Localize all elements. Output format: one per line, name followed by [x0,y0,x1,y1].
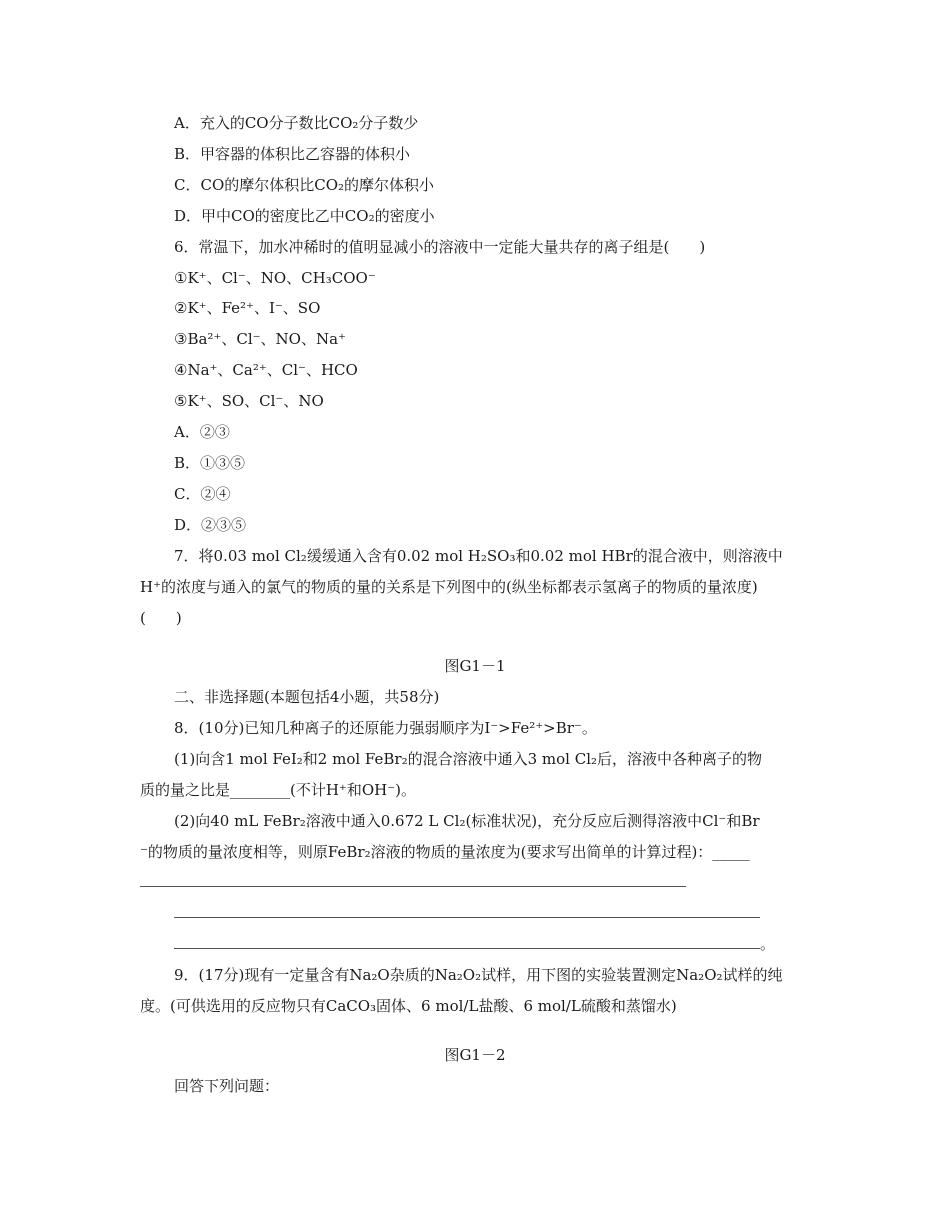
q6-stem: 6．常温下，加水冲稀时的值明显减小的溶液中一定能大量共存的离子组是( ) [174,238,706,256]
q8-part2-line-1: (2)向40 mL FeBr₂溶液中通入0.672 L Cl₂(标准状况)，充分反应后测得溶液中Cl⁻和Br [174,812,760,830]
q7-line-1: 7．将0.03 mol Cl₂缓缓通入含有0.02 mol H₂SO₃和0.02 mol HBr的混合液中，则溶液中 [174,547,783,565]
q9-prompt: 回答下列问题： [174,1077,280,1095]
q8-part2-line-2: ⁻的物质的量浓度相等，则原FeBr₂溶液的物质的量浓度为(要求写出简单的计算过程)：_____ [140,843,750,861]
q9-line-2: 度。(可供选用的反应物只有CaCO₃固体、6 mol/L盐酸、6 mol/L硫酸和蒸馏水) [140,997,677,1015]
q6-group-3: ③Ba²⁺、Cl⁻、NO、Na⁺ [174,330,346,348]
answer-end-mark: 。 [760,935,776,953]
q6-group-1: ①K⁺、Cl⁻、NO、CH₃COO⁻ [174,269,376,287]
q7-line-3: ( ) [140,609,182,627]
q6-option-a: A．②③ [174,423,230,441]
q6-group-4: ④Na⁺、Ca²⁺、Cl⁻、HCO [174,361,358,379]
q9-line-1: 9．(17分)现有一定量含有Na₂O杂质的Na₂O₂试样，用下图的实验装置测定Na₂O₂试样的纯 [174,966,783,984]
answer-line-2 [174,917,760,918]
q8-part1-line-1: (1)向含1 mol FeI₂和2 mol FeBr₂的混合溶液中通入3 mol Cl₂后，溶液中各种离子的物 [174,750,763,768]
q8-stem: 8．(10分)已知几种离子的还原能力强弱顺序为I⁻>Fe²⁺>Br⁻。 [174,719,597,737]
q6-group-5: ⑤K⁺、SO、Cl⁻、NO [174,392,324,410]
section-heading: 二、非选择题(本题包括4小题，共58分) [174,688,440,706]
figure-caption-g1-1: 图G1－1 [444,657,506,675]
answer-line-1 [140,886,686,887]
q6-option-c: C．②④ [174,485,231,503]
q5-option-d: D．甲中CO的密度比乙中CO₂的密度小 [174,207,435,225]
figure-caption-g1-2: 图G1－2 [444,1046,506,1064]
q7-line-2: H⁺的浓度与通入的氯气的物质的量的关系是下列图中的(纵坐标都表示氢离子的物质的量浓度) [140,578,758,596]
q5-option-c: C．CO的摩尔体积比CO₂的摩尔体积小 [174,176,435,194]
q6-option-b: B．①③⑤ [174,454,246,472]
q5-option-b: B．甲容器的体积比乙容器的体积小 [174,145,411,163]
answer-line-3 [174,948,760,949]
q5-option-a: A．充入的CO分子数比CO₂分子数少 [174,114,419,132]
q6-option-d: D．②③⑤ [174,516,247,534]
q6-group-2: ②K⁺、Fe²⁺、I⁻、SO [174,299,321,317]
q8-part1-line-2: 质的量之比是________(不计H⁺和OH⁻)。 [140,781,416,799]
